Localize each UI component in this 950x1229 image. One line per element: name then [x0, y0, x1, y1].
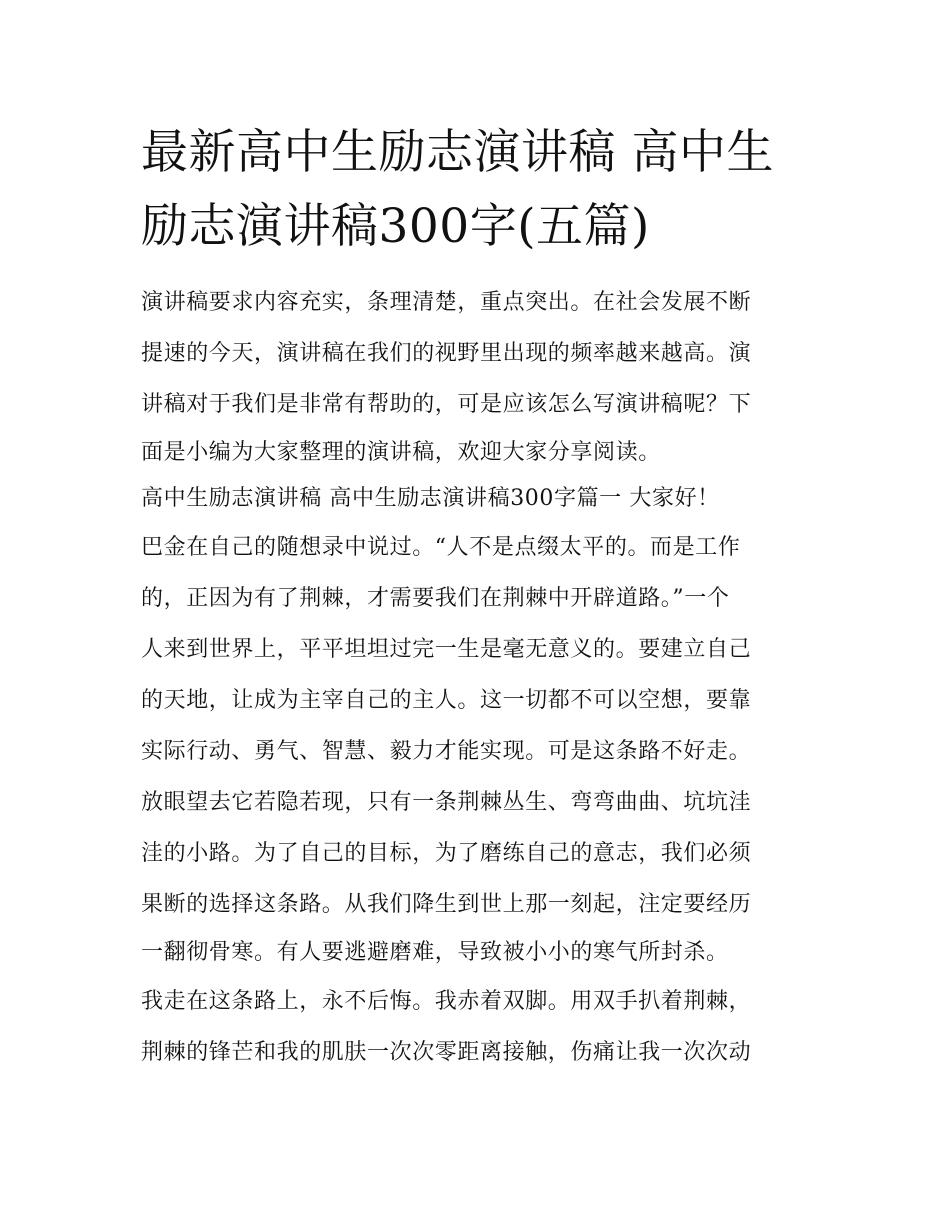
paragraph-line: 放眼望去它若隐若现，只有一条荆棘丛生、弯弯曲曲、坑坑洼 — [141, 790, 752, 815]
paragraph-line: 巴金在自己的随想录中说过。“人不是点缀太平的。而是工作 — [141, 535, 741, 560]
paragraph-line: 果断的选择这条路。从我们降生到世上那一刻起，注定要经历 — [141, 892, 752, 917]
document-body — [141, 277, 821, 1078]
document-title: 最新高中生励志演讲稿 高中生励志演讲稿300字(五篇) — [141, 125, 774, 254]
intro-line: 演讲稿要求内容充实，条理清楚，重点突出。在社会发展不断 — [141, 290, 752, 315]
section-heading-line: 高中生励志演讲稿 高中生励志演讲稿300字篇一 大家好！ — [141, 486, 720, 511]
paragraph-line: 人来到世界上，平平坦坦过完一生是毫无意义的。要建立自己 — [141, 637, 752, 662]
paragraph-line: 一翻彻骨寒。有人要逃避磨难，导致被小小的寒气所封杀。 — [141, 940, 729, 965]
paragraph-line: 我走在这条路上，永不后悔。我赤着双脚。用双手扒着荆棘， — [141, 989, 752, 1014]
paragraph-line: 的天地，让成为主宰自己的主人。这一切都不可以空想，要靠 — [141, 688, 752, 713]
intro-line: 提速的今天，演讲稿在我们的视野里出现的频率越来越高。演 — [141, 341, 752, 366]
paragraph-line: 荆棘的锋芒和我的肌肤一次次零距离接触，伤痛让我一次次动 — [141, 1040, 752, 1065]
intro-line: 面是小编为大家整理的演讲稿，欢迎大家分享阅读。 — [141, 440, 661, 465]
paragraph-line: 的，正因为有了荆棘，才需要我们在荆棘中开辟道路。”一个 — [141, 586, 730, 611]
intro-line: 讲稿对于我们是非常有帮助的，可是应该怎么写演讲稿呢？下 — [141, 392, 752, 417]
paragraph-line: 洼的小路。为了自己的目标，为了磨练自己的意志，我们必须 — [141, 841, 752, 866]
paragraph-line: 实际行动、勇气、智慧、毅力才能实现。可是这条路不好走。 — [141, 739, 752, 764]
